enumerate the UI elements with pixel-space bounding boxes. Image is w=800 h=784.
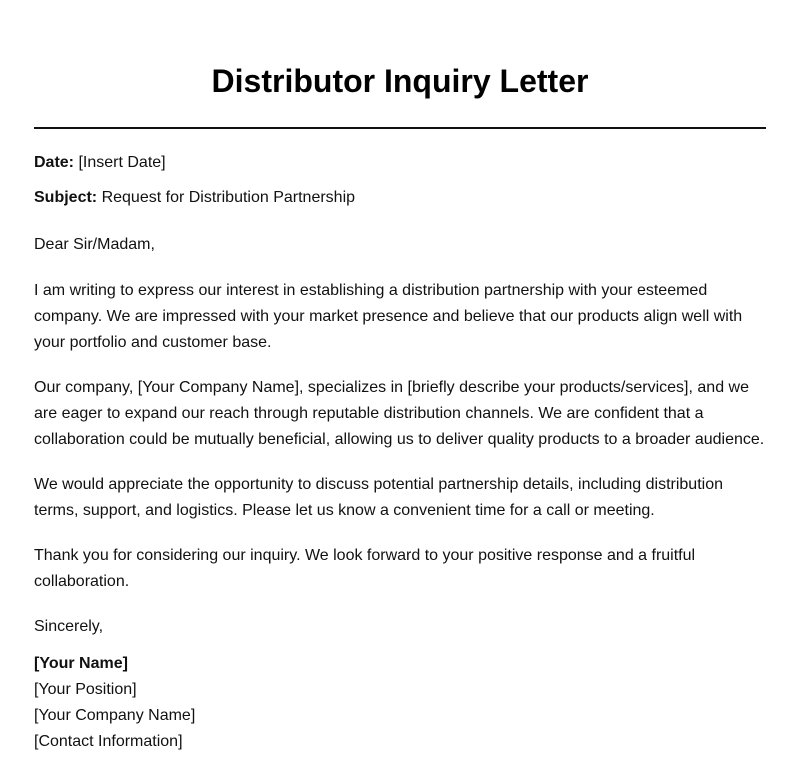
signature-company: [Your Company Name]	[34, 707, 196, 724]
date-label: Date:	[34, 154, 75, 171]
greeting: Dear Sir/Madam,	[34, 236, 155, 253]
subject-value: Request for Distribution Partnership	[101, 189, 356, 206]
signature-block	[34, 651, 766, 755]
body-paragraph-1: I am writing to express our interest in establishing a distribution partnership with your esteemed company. We are impressed with your market presence and believe that our products align well with your portfolio and customer base.	[34, 282, 743, 351]
date-line	[34, 151, 766, 175]
page-title: Distributor Inquiry Letter	[211, 63, 589, 99]
title-divider	[34, 127, 766, 129]
subject-line	[34, 186, 766, 210]
subject-label: Subject:	[34, 189, 98, 206]
body-paragraph-2: Our company, [Your Company Name], specializes in [briefly describe your products/services], and we are eager to expand our reach through reputable distribution channels. We are confident that a collaboration could be mutually beneficial, allowing us to deliver quality products to a broader audience.	[34, 379, 765, 448]
signature-name: [Your Name]	[34, 655, 128, 672]
body-paragraph-3: We would appreciate the opportunity to discuss potential partnership details, including distribution terms, support, and logistics. Please let us know a convenient time for a call or meeting.	[34, 476, 723, 519]
signature-position: [Your Position]	[34, 681, 137, 698]
date-value: [Insert Date]	[78, 154, 166, 171]
body-paragraph-4: Thank you for considering our inquiry. We look forward to your positive response and a fruitful collaboration.	[34, 547, 696, 590]
signature-contact: [Contact Information]	[34, 733, 183, 750]
closing: Sincerely,	[34, 618, 104, 635]
